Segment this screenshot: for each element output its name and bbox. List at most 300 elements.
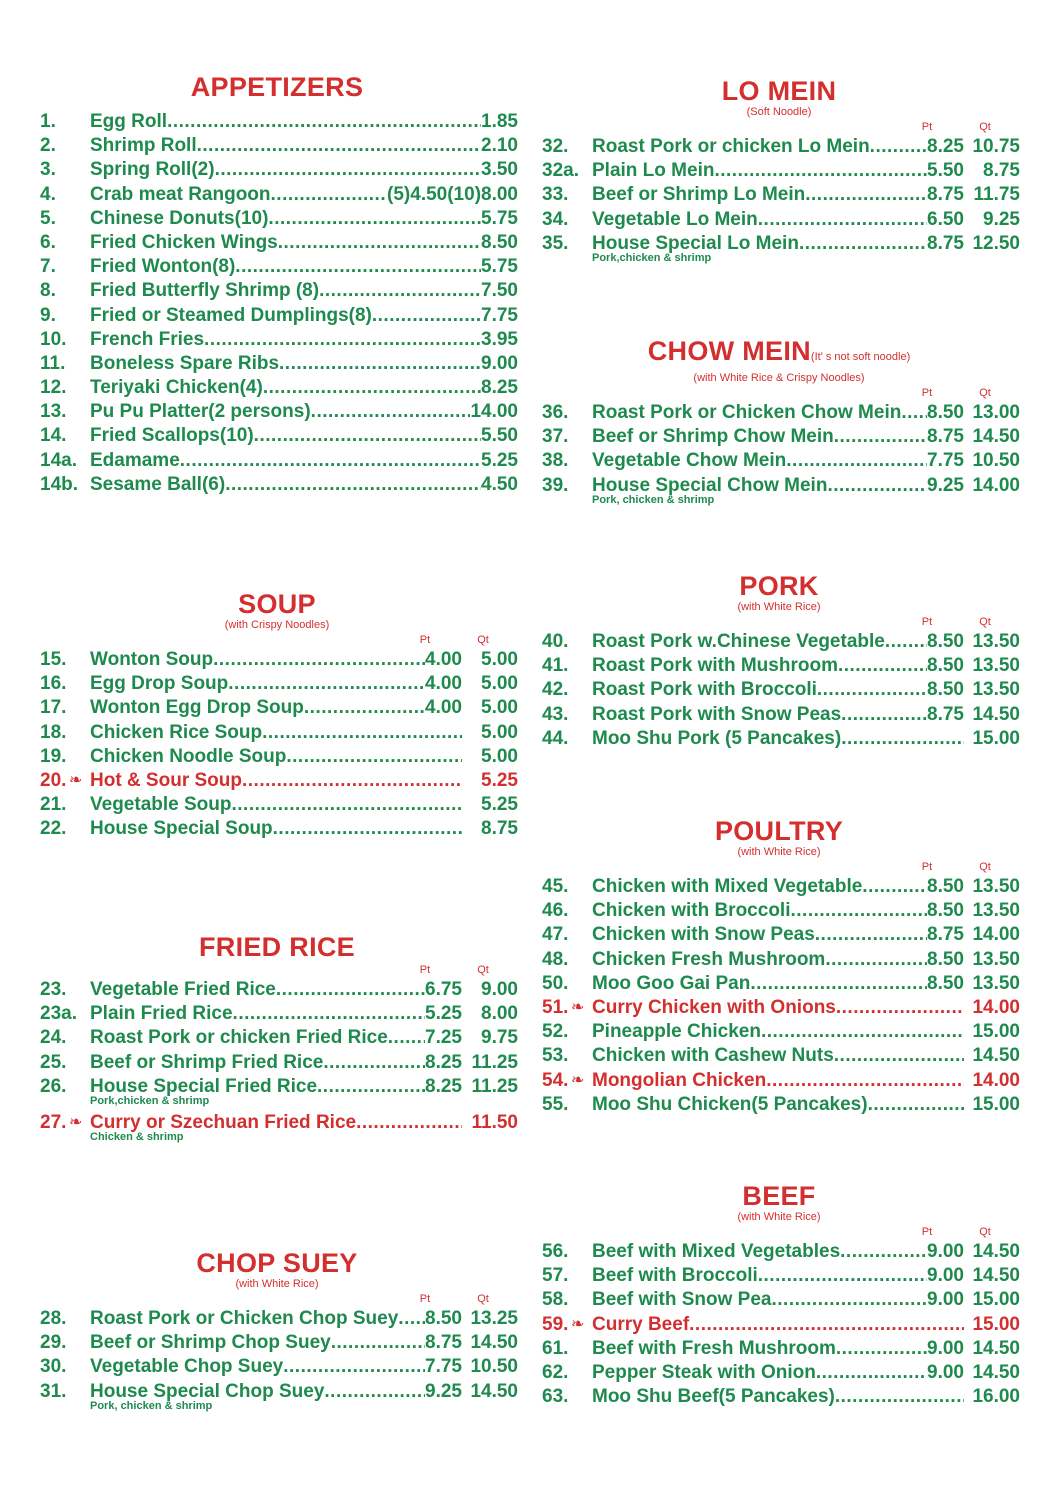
item-price-quart: 5.00 <box>481 673 518 695</box>
item-price-quart: 9.00 <box>481 979 518 1000</box>
item-name: Beef with Broccoli <box>592 1265 758 1287</box>
item-price-pint: 4.00 <box>425 673 462 695</box>
dot-leader <box>197 134 481 158</box>
menu-item <box>538 630 1020 654</box>
item-number: 34. <box>542 208 569 230</box>
menu-item <box>538 1044 1020 1068</box>
dot-leader <box>180 449 481 473</box>
menu-item <box>36 721 518 745</box>
section-title: FRIED RICE <box>198 932 355 962</box>
menu-item <box>538 996 1020 1020</box>
item-number: 37. <box>542 426 569 448</box>
dot-leader <box>204 328 481 352</box>
item-number: 14b. <box>40 473 79 495</box>
item-price-pint: 9.00 <box>927 1265 964 1287</box>
item-number: 62. <box>542 1361 569 1383</box>
item-name: Fried Butterfly Shrimp (8) <box>90 280 320 302</box>
dot-leader <box>790 899 927 923</box>
item-number: 32. <box>542 136 569 157</box>
item-price-pint: 8.75 <box>927 232 964 254</box>
dot-leader <box>283 1355 425 1379</box>
item-number: 11. <box>40 352 66 374</box>
dot-leader <box>304 696 425 720</box>
item-name: Vegetable Fried Rice <box>90 979 276 1000</box>
item-name: Fried or Steamed Dumplings(8) <box>90 304 372 326</box>
item-name: Beef with Snow Pea <box>592 1289 772 1311</box>
section-title: BEEF <box>742 1181 816 1211</box>
item-price-quart: 15.00 <box>972 1093 1020 1115</box>
menu-item <box>36 1331 518 1355</box>
item-price: (5)4.50(10)8.00 <box>387 183 518 205</box>
fried-rice-section <box>36 932 518 1147</box>
item-name: Chicken Rice Soup <box>90 721 263 743</box>
item-name: Chicken Noodle Soup <box>90 745 287 767</box>
menu-item <box>36 1051 518 1075</box>
menu-item <box>538 135 1020 159</box>
item-name: Moo Goo Gai Pan <box>592 972 751 994</box>
item-price-quart: 14.50 <box>470 1332 518 1354</box>
item-name: Fried Scallops(10) <box>90 425 254 447</box>
item-price-pint: 9.00 <box>927 1337 964 1359</box>
item-name: Egg Roll <box>90 111 168 132</box>
item-price-quart: 13.50 <box>972 948 1020 970</box>
item-name: Chicken with Snow Peas <box>592 924 815 946</box>
item-number: 5. <box>40 207 56 229</box>
chop-suey-section <box>36 1248 518 1416</box>
item-number: 33. <box>542 184 569 206</box>
item-price: 3.95 <box>481 328 518 350</box>
menu-item <box>36 231 518 255</box>
menu-item <box>36 134 518 158</box>
item-name: Curry or Szechuan Fried Rice <box>90 1111 357 1133</box>
item-name: Beef or Shrimp Fried Rice <box>90 1051 324 1073</box>
menu-item <box>538 972 1020 996</box>
menu-item <box>36 769 518 793</box>
item-name: Wonton Soup <box>90 649 214 670</box>
menu-item <box>538 425 1020 449</box>
item-price-quart: 13.50 <box>972 876 1020 897</box>
item-price-quart: 10.50 <box>470 1356 518 1378</box>
item-number: 56. <box>542 1241 569 1262</box>
dot-leader <box>815 923 927 947</box>
pork-section <box>538 571 1020 751</box>
item-name: Boneless Spare Ribs <box>90 352 280 374</box>
item-price-quart: 16.00 <box>972 1386 1020 1408</box>
item-price-pint: 8.50 <box>927 972 964 994</box>
dot-leader <box>870 135 927 159</box>
item-name: Crab meat Rangoon <box>90 183 271 205</box>
dot-leader <box>689 1313 964 1337</box>
dot-leader <box>766 1069 964 1093</box>
item-number: 10. <box>40 328 67 350</box>
dot-leader <box>750 972 927 996</box>
item-price-pint: 9.25 <box>425 1380 462 1402</box>
chili-pepper-icon: ❧ <box>571 1071 585 1089</box>
item-price-pint: 8.25 <box>425 1051 462 1073</box>
menu-item <box>36 207 518 231</box>
item-price-quart: 5.00 <box>481 697 518 719</box>
item-name: Pepper Steak with Onion <box>592 1361 816 1383</box>
item-price-quart: 8.75 <box>481 818 518 840</box>
item-price-quart: 8.75 <box>983 160 1020 182</box>
item-price-pint: 8.50 <box>927 631 964 652</box>
item-price-quart: 14.00 <box>972 924 1020 946</box>
item-number: 39. <box>542 474 569 496</box>
price-header: Pt Qt <box>921 616 991 628</box>
item-price-pint: 8.75 <box>425 1332 462 1354</box>
item-price: 7.50 <box>481 280 518 302</box>
menu-item <box>36 449 518 473</box>
item-number: 57. <box>542 1265 569 1287</box>
item-name: Egg Drop Soup <box>90 673 229 695</box>
item-number: 26. <box>40 1075 67 1097</box>
dot-leader <box>242 769 462 793</box>
item-name: Roast Pork with Mushroom <box>592 655 838 677</box>
menu-item <box>538 1313 1020 1337</box>
item-name: Pineapple Chicken <box>592 1021 761 1043</box>
item-name: Beef with Mixed Vegetables <box>592 1241 841 1262</box>
item-number: 22. <box>40 818 67 840</box>
item-number: 55. <box>542 1093 569 1115</box>
menu-item <box>538 1069 1020 1093</box>
item-number: 12. <box>40 377 67 399</box>
item-price: 9.00 <box>481 352 518 374</box>
dot-leader <box>758 1264 927 1288</box>
item-number: 61. <box>542 1337 569 1359</box>
item-name: Chinese Donuts(10) <box>90 207 269 229</box>
menu-item <box>36 158 518 182</box>
item-price-quart: 10.75 <box>972 136 1020 157</box>
menu-item <box>538 703 1020 727</box>
item-number: 63. <box>542 1386 569 1408</box>
section-subtitle: (with Crispy Noodles) <box>224 619 330 631</box>
dot-leader <box>836 996 964 1020</box>
item-number: 32a. <box>542 160 579 182</box>
item-number: 28. <box>40 1308 67 1329</box>
dot-leader <box>714 159 927 183</box>
menu-item <box>36 745 518 769</box>
item-price-pint: 8.50 <box>927 876 964 897</box>
item-name: Pu Pu Platter(2 persons) <box>90 401 311 423</box>
item-price-pint: 6.75 <box>425 979 462 1000</box>
section-subtitle: (with White Rice) <box>737 601 821 613</box>
item-name: Wonton Egg Drop Soup <box>90 697 304 719</box>
dot-leader <box>323 1051 425 1075</box>
soup-section <box>36 589 518 842</box>
item-number: 3. <box>40 159 56 181</box>
menu-item <box>36 1002 518 1026</box>
item-name: Moo Shu Chicken(5 Pancakes) <box>592 1093 868 1115</box>
dot-leader <box>278 231 481 255</box>
section-subtitle: (with White Rice) <box>737 846 821 858</box>
item-price-quart: 13.50 <box>972 655 1020 677</box>
item-name: House Special Fried Rice <box>90 1075 318 1097</box>
item-price-quart: 14.50 <box>972 1337 1020 1359</box>
dot-leader <box>835 1385 964 1409</box>
item-number: 59. <box>542 1313 569 1335</box>
item-name: House Special Soup <box>90 818 273 840</box>
item-price-quart: 11.25 <box>471 1051 518 1073</box>
menu-item <box>538 1093 1020 1117</box>
item-number: 8. <box>40 280 56 302</box>
poultry-section <box>538 816 1020 1117</box>
item-name: French Fries <box>90 328 205 350</box>
item-name: Roast Pork or chicken Fried Rice <box>90 1027 388 1049</box>
price-header: Pt Qt <box>419 964 489 976</box>
item-number: 48. <box>542 948 569 970</box>
dot-leader <box>758 208 927 232</box>
item-name: Roast Pork or Chicken Chop Suey <box>90 1308 399 1329</box>
menu-item <box>36 328 518 352</box>
price-header: Pt Qt <box>921 1226 991 1238</box>
item-name: Chicken with Broccoli <box>592 900 791 922</box>
item-name: Mongolian Chicken <box>592 1069 767 1091</box>
item-price-pint: 8.50 <box>927 402 964 423</box>
item-name: Curry Chicken with Onions <box>592 996 836 1018</box>
section-title: POULTRY <box>714 816 844 846</box>
item-price-pint: 9.00 <box>927 1289 964 1311</box>
section-title: PORK <box>739 571 819 601</box>
item-name: Beef with Fresh Mushroom <box>592 1337 836 1359</box>
dot-leader <box>225 473 481 497</box>
item-number: 44. <box>542 727 569 749</box>
menu-item <box>36 400 518 424</box>
item-number: 31. <box>40 1380 67 1402</box>
item-price-quart: 14.50 <box>470 1380 518 1402</box>
dot-leader <box>841 703 927 727</box>
item-price-pint: 8.75 <box>927 924 964 946</box>
section-title: LO MEIN <box>721 76 837 106</box>
item-number: 36. <box>542 402 569 423</box>
item-name: Spring Roll(2) <box>90 159 215 181</box>
item-number: 1. <box>40 111 56 132</box>
item-name: Beef or Shrimp Chop Suey <box>90 1332 331 1354</box>
item-name: Sesame Ball(6) <box>90 473 226 495</box>
item-number: 38. <box>542 450 569 472</box>
dot-leader <box>263 376 481 400</box>
item-name: Roast Pork w.Chinese Vegetable <box>592 631 885 652</box>
item-number: 25. <box>40 1051 67 1073</box>
item-number: 46. <box>542 900 569 922</box>
dot-leader <box>838 654 927 678</box>
item-price-pint: 7.75 <box>927 450 964 472</box>
item-number: 54. <box>542 1069 569 1091</box>
menu-item <box>538 899 1020 923</box>
item-price-quart: 11.50 <box>471 1111 518 1133</box>
item-price-quart: 8.00 <box>481 1003 518 1025</box>
menu-item <box>538 678 1020 702</box>
item-number: 24. <box>40 1027 67 1049</box>
section-subtitle: (Soft Noodle) <box>746 106 812 118</box>
item-name: Beef or Shrimp Lo Mein <box>592 184 806 206</box>
item-price-pint: 8.50 <box>927 900 964 922</box>
item-number: 58. <box>542 1289 569 1311</box>
item-price-quart: 13.50 <box>972 679 1020 701</box>
item-price-quart: 11.75 <box>973 184 1020 206</box>
item-price: 5.50 <box>481 425 518 447</box>
menu-item <box>538 1020 1020 1044</box>
item-price: 2.10 <box>481 135 518 157</box>
item-name: Roast Pork with Broccoli <box>592 679 817 701</box>
menu-item <box>36 793 518 817</box>
section-title: CHOP SUEY <box>196 1248 358 1278</box>
menu-item <box>36 183 518 207</box>
item-price: 1.85 <box>481 111 518 132</box>
item-price-quart: 13.50 <box>972 631 1020 652</box>
item-note: Chicken & shrimp <box>90 1131 184 1144</box>
section-title: APPETIZERS <box>190 72 364 102</box>
dot-leader <box>868 1093 964 1117</box>
dot-leader <box>276 978 425 1002</box>
menu-item <box>36 1026 518 1050</box>
item-price-quart: 12.50 <box>972 232 1020 254</box>
item-name: House Special Chow Mein <box>592 474 828 496</box>
menu-item <box>36 696 518 720</box>
menu-item <box>36 255 518 279</box>
item-note: Pork,chicken & shrimp <box>90 1094 210 1107</box>
menu-item <box>538 1240 1020 1264</box>
item-price-quart: 14.50 <box>972 1361 1020 1383</box>
dot-leader <box>167 110 481 134</box>
beef-section <box>538 1181 1020 1409</box>
section-subtitle: (with White Rice) <box>235 1278 319 1290</box>
item-number: 20. <box>40 769 67 791</box>
dot-leader <box>786 449 927 473</box>
price-header: Pt Qt <box>921 387 991 399</box>
item-name: Plain Lo Mein <box>592 160 715 182</box>
menu-item <box>538 1337 1020 1361</box>
item-number: 2. <box>40 135 56 157</box>
item-number: 9. <box>40 304 56 326</box>
price-header: Pt Qt <box>921 861 991 873</box>
item-price-quart: 14.50 <box>972 1045 1020 1067</box>
menu-item <box>36 648 518 672</box>
item-name: Vegetable Chow Mein <box>592 450 787 472</box>
item-name: Fried Wonton(8) <box>90 256 236 278</box>
dot-leader <box>816 1361 927 1385</box>
menu-item <box>36 473 518 497</box>
item-name: Vegetable Chop Suey <box>90 1356 284 1378</box>
item-number: 45. <box>542 876 569 897</box>
dot-leader <box>388 1026 425 1050</box>
item-price-pint: 8.75 <box>927 184 964 206</box>
item-name: Moo Shu Pork (5 Pancakes) <box>592 727 842 749</box>
dot-leader <box>279 352 481 376</box>
item-number: 13. <box>40 401 67 423</box>
dot-leader <box>836 1337 927 1361</box>
chili-pepper-icon: ❧ <box>571 998 585 1016</box>
item-price-pint: 8.50 <box>425 1308 462 1329</box>
item-price: 5.75 <box>481 256 518 278</box>
item-name: Teriyaki Chicken(4) <box>90 377 263 399</box>
item-note: Pork, chicken & shrimp <box>592 493 715 506</box>
item-name: Moo Shu Beef(5 Pancakes) <box>592 1386 835 1408</box>
item-name: House Special Lo Mein <box>592 232 799 254</box>
item-price-quart: 15.00 <box>972 1289 1020 1311</box>
dot-leader <box>834 425 927 449</box>
item-name: Fried Chicken Wings <box>90 231 278 253</box>
item-price-quart: 5.00 <box>481 745 518 767</box>
title-note: (It' s not soft noodle) <box>810 351 911 363</box>
section-title: CHOW MEIN(It' s not soft noodle) <box>647 336 911 366</box>
item-price-quart: 14.00 <box>972 1069 1020 1091</box>
item-price-pint: 4.00 <box>425 649 462 670</box>
item-price-quart: 15.00 <box>972 1313 1020 1335</box>
dot-leader <box>885 630 927 654</box>
dot-leader <box>761 1020 964 1044</box>
item-price-quart: 14.50 <box>972 1265 1020 1287</box>
item-number: 6. <box>40 231 56 253</box>
item-number: 47. <box>542 924 569 946</box>
dot-leader <box>319 279 481 303</box>
item-price-quart: 11.25 <box>471 1075 518 1097</box>
menu-item <box>36 304 518 328</box>
item-name: Shrimp Roll <box>90 135 197 157</box>
item-price-quart: 14.00 <box>972 996 1020 1018</box>
item-number: 14. <box>40 425 67 447</box>
section-subtitle: (with White Rice) <box>737 1211 821 1223</box>
item-number: 21. <box>40 794 67 816</box>
dot-leader <box>231 793 462 817</box>
item-number: 7. <box>40 256 56 278</box>
dot-leader <box>233 1002 425 1026</box>
dot-leader <box>771 1288 927 1312</box>
menu-item <box>538 449 1020 473</box>
item-number: 4. <box>40 183 56 205</box>
item-price-pint: 4.00 <box>425 697 462 719</box>
item-price-quart: 5.25 <box>481 794 518 816</box>
menu-item <box>36 1307 518 1331</box>
price-header: Pt Qt <box>419 634 489 646</box>
menu-item <box>538 875 1020 899</box>
item-number: 51. <box>542 996 569 1018</box>
item-price-quart: 5.00 <box>481 721 518 743</box>
item-number: 35. <box>542 232 569 254</box>
menu-item <box>538 1361 1020 1385</box>
item-price: 3.50 <box>481 159 518 181</box>
menu-item <box>36 352 518 376</box>
item-price: 8.25 <box>481 377 518 399</box>
menu-item <box>538 183 1020 207</box>
item-price-pint: 8.75 <box>927 703 964 725</box>
item-number: 30. <box>40 1356 67 1378</box>
item-price-pint: 8.50 <box>927 679 964 701</box>
menu-item <box>538 727 1020 751</box>
item-price: 5.25 <box>481 449 518 471</box>
dot-leader <box>398 1307 425 1331</box>
menu-item <box>538 208 1020 232</box>
dot-leader <box>840 1240 927 1264</box>
item-name: Plain Fried Rice <box>90 1003 233 1025</box>
item-name: House Special Chop Suey <box>90 1380 325 1402</box>
item-number: 18. <box>40 721 67 743</box>
menu-item <box>36 978 518 1002</box>
item-price-pint: 8.50 <box>927 655 964 677</box>
item-note: Pork, chicken & shrimp <box>90 1399 213 1412</box>
menu-item <box>538 159 1020 183</box>
item-price-pint: 7.75 <box>425 1356 462 1378</box>
item-price-quart: 15.00 <box>972 1021 1020 1043</box>
dot-leader <box>825 948 927 972</box>
item-price-pint: 6.50 <box>927 208 964 230</box>
item-name: Chicken with Cashew Nuts <box>592 1045 834 1067</box>
item-number: 41. <box>542 655 569 677</box>
dot-leader <box>271 183 388 207</box>
dot-leader <box>805 183 927 207</box>
item-price-quart: 5.00 <box>481 649 518 670</box>
item-price-pint: 5.50 <box>927 160 964 182</box>
menu-item <box>36 424 518 448</box>
